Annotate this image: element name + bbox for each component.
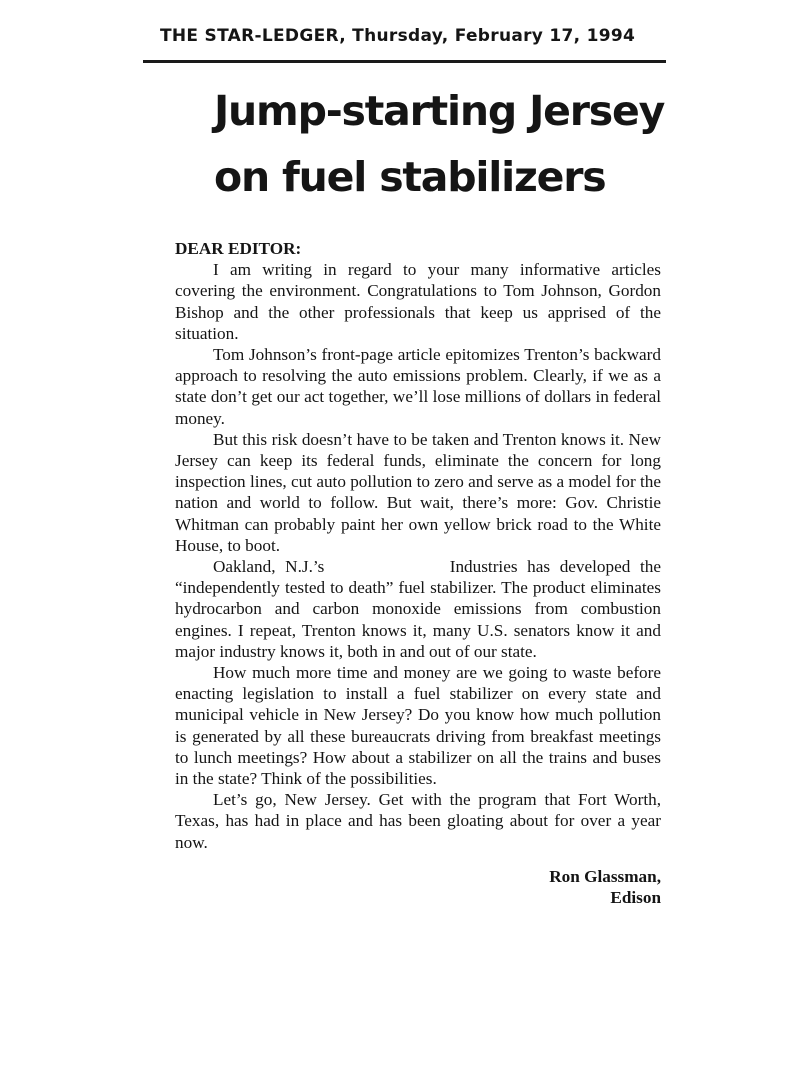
masthead-rule (143, 60, 666, 63)
paragraph-5: How much more time and money are we going to waste before enacting legislation to install a fuel stabilizer on every state and municipal vehicle in New Jersey? Do you know how much pollution is generated by all these bureaucrats driving from breakfast meetings to lunch meetings? How about a stabilizer on all the trains and buses in the state? Think of the possibilities. (175, 663, 661, 789)
headline (214, 78, 674, 210)
paragraph-1: I am writing in regard to your many informative articles covering the environment. Congratulations to Tom Johnson, Gordon Bishop and the other professionals that keep us apprised of the situation. (175, 260, 661, 343)
letter-body (175, 238, 661, 908)
signature-town: Edison (610, 887, 661, 907)
paragraph-6: Let’s go, New Jersey. Get with the program that Fort Worth, Texas, has had in place and has been gloating about for over a year now. (175, 790, 661, 852)
signature-name: Ron Glassman, (549, 866, 661, 886)
paragraph-4: Oakland, N.J.’s Industries has developed the “independently tested to death” fuel stabilizer. The product eliminates hydrocarbon and carbon monoxide emissions from combustion engines. I repeat, Trenton knows it, many U.S. senators know it and major industry knows it, both in and out of our state. (175, 557, 661, 661)
paragraph-3: But this risk doesn’t have to be taken and Trenton knows it. New Jersey can keep its federal funds, eliminate the concern for long inspection lines, cut auto pollution to zero and serve as a model for the nation and world to follow. But wait, there’s more: Gov. Christie Whitman can probably paint her own yellow brick road to the White House, to boot. (175, 429, 661, 555)
masthead: THE STAR-LEDGER, Thursday, February 17, 1994 (160, 26, 636, 46)
signature (175, 866, 661, 908)
headline-line-2: on fuel stabilizers (214, 153, 606, 201)
paragraph-2: Tom Johnson’s front-page article epitomizes Trenton’s backward approach to resolving the auto emissions problem. Clearly, if we as a state don’t get our act together, we’ll lose millions of dollars in federal money. (175, 345, 661, 428)
salutation: DEAR EDITOR: (175, 239, 302, 258)
headline-line-1: Jump-starting Jersey (214, 87, 665, 135)
